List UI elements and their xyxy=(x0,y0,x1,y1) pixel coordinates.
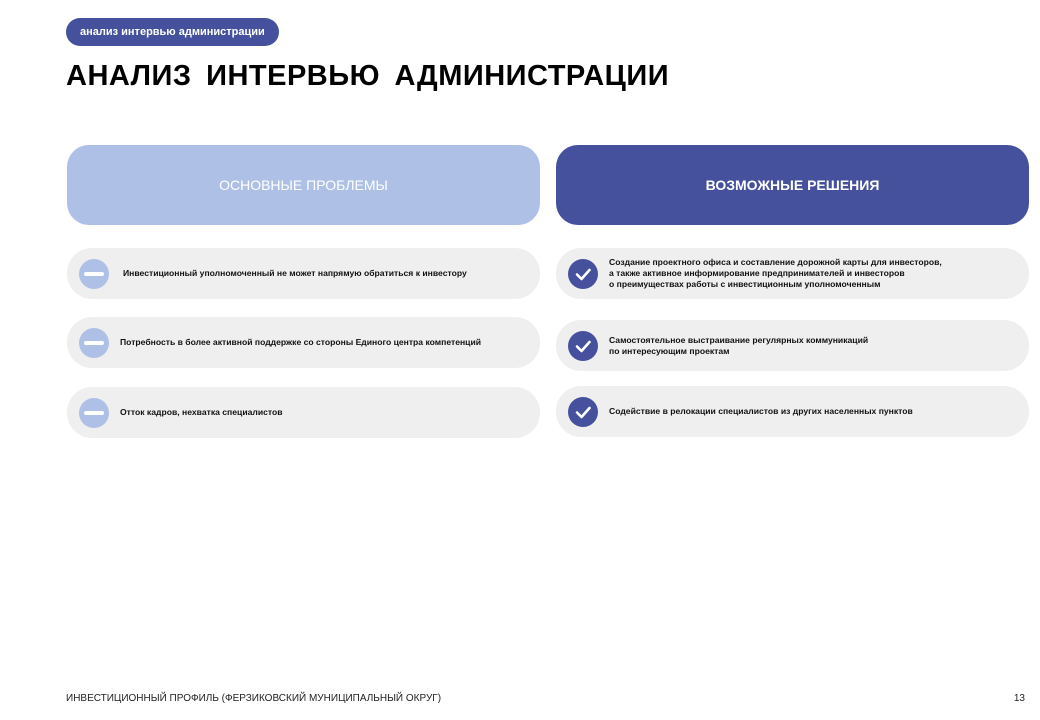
problem-text: Потребность в более активной поддержке со стороны Единого центра компетенций xyxy=(120,337,482,347)
solution-item xyxy=(556,320,1029,371)
solution-item xyxy=(556,386,1029,437)
solution-item xyxy=(556,248,1029,299)
solution-text: Содействие в релокации специалистов из других населенных пунктов xyxy=(609,406,913,416)
solutions-header xyxy=(556,145,1029,225)
footer-text: ИНВЕСТИЦИОННЫЙ ПРОФИЛЬ (ФЕРЗИКОВСКИЙ МУНИЦИПАЛЬНЫЙ ОКРУГ) xyxy=(66,693,442,704)
solution-text: Создание проектного офиса и составление дорожной карты для инвесторов, а также активное информирование предпринимателей и инвесторов о преимуществах работы с инвестиционным уполномоченным xyxy=(609,257,942,289)
solutions-header-label: ВОЗМОЖНЫЕ РЕШЕНИЯ xyxy=(705,177,880,193)
minus-icon xyxy=(79,398,109,428)
minus-icon xyxy=(79,328,109,358)
problem-text: Отток кадров, нехватка специалистов xyxy=(120,407,283,417)
check-icon xyxy=(568,259,598,289)
check-icon xyxy=(568,331,598,361)
problems-header-label: ОСНОВНЫЕ ПРОБЛЕМЫ xyxy=(219,177,388,193)
check-icon xyxy=(568,397,598,427)
problem-item xyxy=(67,387,540,438)
problem-item xyxy=(67,248,540,299)
solution-text: Самостоятельное выстраивание регулярных коммуникаций по интересующим проектам xyxy=(609,334,869,356)
problems-header xyxy=(67,145,540,225)
minus-icon xyxy=(79,259,109,289)
problem-text: Инвестиционный уполномоченный не может напрямую обратиться к инвестору xyxy=(123,268,467,278)
section-tag: анализ интервью администрации xyxy=(66,18,279,46)
page-title: АНАЛИЗ ИНТЕРВЬЮ АДМИНИСТРАЦИИ xyxy=(66,60,670,92)
problem-item xyxy=(67,317,540,368)
page-number: 13 xyxy=(1013,693,1025,704)
